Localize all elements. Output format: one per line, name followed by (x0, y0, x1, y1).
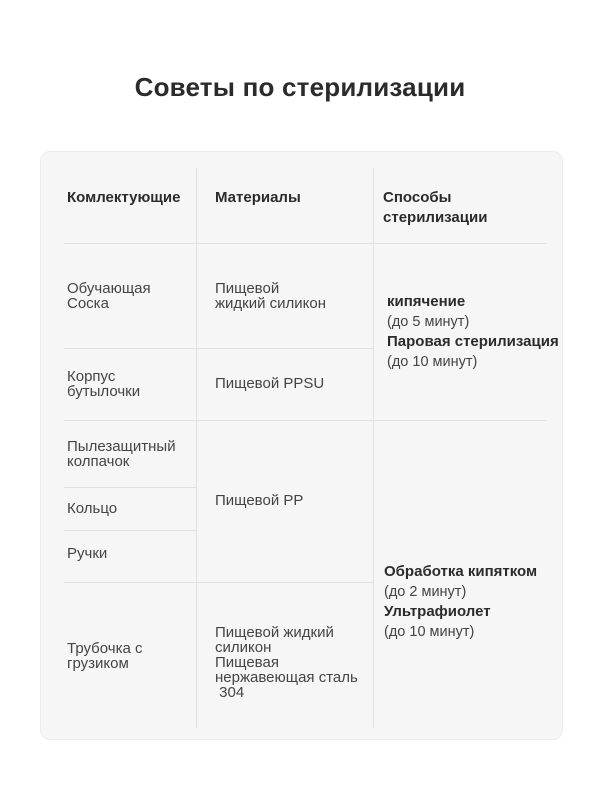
method-name: Обработка кипятком (384, 563, 538, 580)
component-line: грузиком (67, 655, 129, 672)
component-cell (67, 546, 107, 561)
method-name: кипячение (387, 293, 466, 310)
row-divider-2 (64, 420, 547, 421)
page-title: Советы по стерилизации (134, 72, 466, 102)
material-line: 304 (215, 684, 245, 701)
header-methods-line2: стерилизации (383, 209, 488, 226)
method-duration: (до 10 минут) (384, 624, 475, 640)
material-cell (215, 281, 326, 311)
method-duration: (до 5 минут) (387, 314, 470, 330)
material-line: Пищевая (215, 654, 279, 671)
method-group (384, 562, 537, 642)
material-line: Пищевой (215, 280, 280, 297)
component-cell (67, 369, 140, 399)
header-divider (64, 243, 547, 244)
row-divider-4 (64, 530, 196, 531)
component-cell (67, 281, 151, 311)
material-line: Пищевой PP (215, 492, 304, 509)
component-line: бутылочки (67, 383, 141, 400)
component-line: Кольцо (67, 500, 118, 517)
row-divider-5 (64, 582, 373, 583)
component-line: Ручки (67, 545, 108, 562)
material-line: Пищевой PPSU (215, 375, 325, 392)
material-cell (215, 625, 358, 700)
component-line: колпачок (67, 453, 130, 470)
header-methods-line1: Способы (383, 189, 452, 206)
method-name: Ультрафиолет (384, 603, 491, 620)
material-line: силикон (215, 639, 272, 656)
component-line: Обучающая (67, 280, 151, 297)
header-components: Комлектующие (67, 189, 181, 206)
component-cell (67, 439, 176, 469)
component-line: Соска (67, 295, 109, 312)
column-divider-2 (373, 168, 374, 728)
method-group (387, 292, 559, 372)
material-line: нержавеющая сталь (215, 669, 358, 686)
component-cell (67, 501, 117, 516)
method-name: Паровая стерилизация (387, 333, 559, 350)
material-cell (215, 493, 303, 508)
row-divider-1 (64, 348, 373, 349)
sterilization-table (40, 151, 563, 740)
column-divider-1 (196, 168, 197, 728)
row-divider-3 (64, 487, 196, 488)
method-duration: (до 2 минут) (384, 584, 467, 600)
method-duration: (до 10 минут) (387, 354, 478, 370)
header-materials: Материалы (215, 189, 301, 206)
component-line: Трубочка с (67, 640, 143, 657)
material-line: Пищевой жидкий (215, 624, 334, 641)
component-line: Корпус (67, 368, 116, 385)
component-line: Пылезащитный (67, 438, 176, 455)
header-methods (383, 188, 487, 228)
component-cell (67, 641, 142, 671)
material-line: жидкий силикон (215, 295, 327, 312)
material-cell (215, 376, 324, 391)
